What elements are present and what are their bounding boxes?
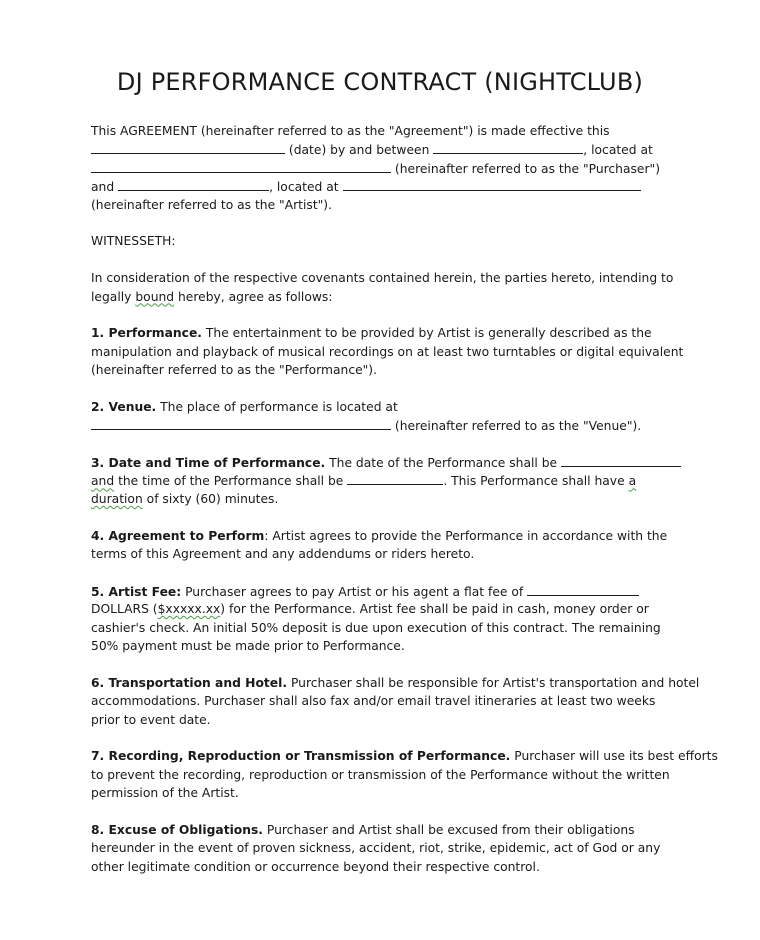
section-heading: 2. Venue. <box>91 399 157 414</box>
section-performance: 1. Performance. The entertainment to be provided by Artist is generally described as the manipulation and playback of musical recordings on at least two turntables or digital equivalent (hereinafter referred to as the "Performance"). <box>91 326 684 378</box>
spellcheck-word: bound <box>135 289 175 304</box>
spellcheck-word: $xxxxx.xx <box>157 602 221 617</box>
venue-blank[interactable] <box>91 416 391 430</box>
intro-line-4: and , located at <box>91 177 691 195</box>
section-excuse-of-obligations: 8. Excuse of Obligations. Purchaser and Artist shall be excused from their obligations hereunder in the event of proven sickness, accident, riot, strike, epidemic, act of God or any other legitimate condition or occurrence beyond their respective control. <box>91 822 661 874</box>
intro-line-5: (hereinafter referred to as the "Artist"). <box>91 197 333 212</box>
consideration-paragraph: In consideration of the respective covenants contained herein, the parties hereto, intending to legally bound hereby, agree as follows: <box>91 271 674 304</box>
section-transportation-hotel: 6. Transportation and Hotel. Purchaser shall be responsible for Artist's transportation and hotel accommodations. Purchaser shall also fax and/or email travel itineraries at least two weeks prior to event date. <box>91 675 700 727</box>
section-heading: 6. Transportation and Hotel. <box>91 675 288 690</box>
performance-time-blank[interactable] <box>347 471 443 485</box>
section-heading: 8. Excuse of Obligations. <box>91 822 263 837</box>
intro-line-1: This AGREEMENT (hereinafter referred to as the "Agreement") is made effective this <box>91 124 610 138</box>
performance-date-blank[interactable] <box>561 453 681 467</box>
intro-line-2: (date) by and between , located at <box>91 140 691 158</box>
purchaser-name-blank[interactable] <box>433 140 583 154</box>
artist-name-blank[interactable] <box>118 177 269 191</box>
spellcheck-word: and <box>91 474 115 489</box>
section-agreement-to-perform: 4. Agreement to Perform: Artist agrees to provide the Performance in accordance with the terms of this Agreement and any addendums or riders hereto. <box>91 528 668 561</box>
section-date-time: 3. Date and Time of Performance. The date of the Performance shall be and the time of the Performance shall be . This Performance shall have a duration of sixty (60) minutes. <box>91 453 691 508</box>
spellcheck-word: duration <box>91 491 143 506</box>
fee-amount-blank[interactable] <box>527 582 639 596</box>
section-recording: 7. Recording, Reproduction or Transmission of Performance. Purchaser will use its best efforts to prevent the recording, reproduction or transmission of the Performance without the written permission of the Artist. <box>91 749 718 801</box>
date-blank[interactable] <box>91 140 285 154</box>
document-title: DJ PERFORMANCE CONTRACT (NIGHTCLUB) <box>116 68 644 96</box>
intro-paragraph <box>91 122 691 214</box>
section-heading: 5. Artist Fee: <box>91 584 182 599</box>
section-heading: 7. Recording, Reproduction or Transmission of Performance. <box>91 749 511 764</box>
spellcheck-word: a <box>628 474 637 489</box>
contract-body <box>91 122 718 876</box>
section-artist-fee: 5. Artist Fee: Purchaser agrees to pay Artist or his agent a flat fee of DOLLARS ($xxxxx.xx) for the Performance. Artist fee shall be paid in cash, money order or cashier's check. An initial 50% deposit is due upon execution of this contract. The remaining 50% payment must be made prior to Performance. <box>91 582 691 656</box>
intro-line-3: (hereinafter referred to as the "Purchaser") <box>91 159 691 177</box>
purchaser-address-blank[interactable] <box>91 159 391 173</box>
artist-address-blank[interactable] <box>343 177 641 191</box>
witnesseth-heading: WITNESSETH: <box>91 234 176 249</box>
section-heading: 1. Performance. <box>91 326 202 341</box>
section-heading: 4. Agreement to Perform <box>91 528 265 543</box>
section-heading: 3. Date and Time of Performance. <box>91 456 326 471</box>
section-venue: 2. Venue. The place of performance is located at (hereinafter referred to as the "Venue"). <box>91 399 642 434</box>
